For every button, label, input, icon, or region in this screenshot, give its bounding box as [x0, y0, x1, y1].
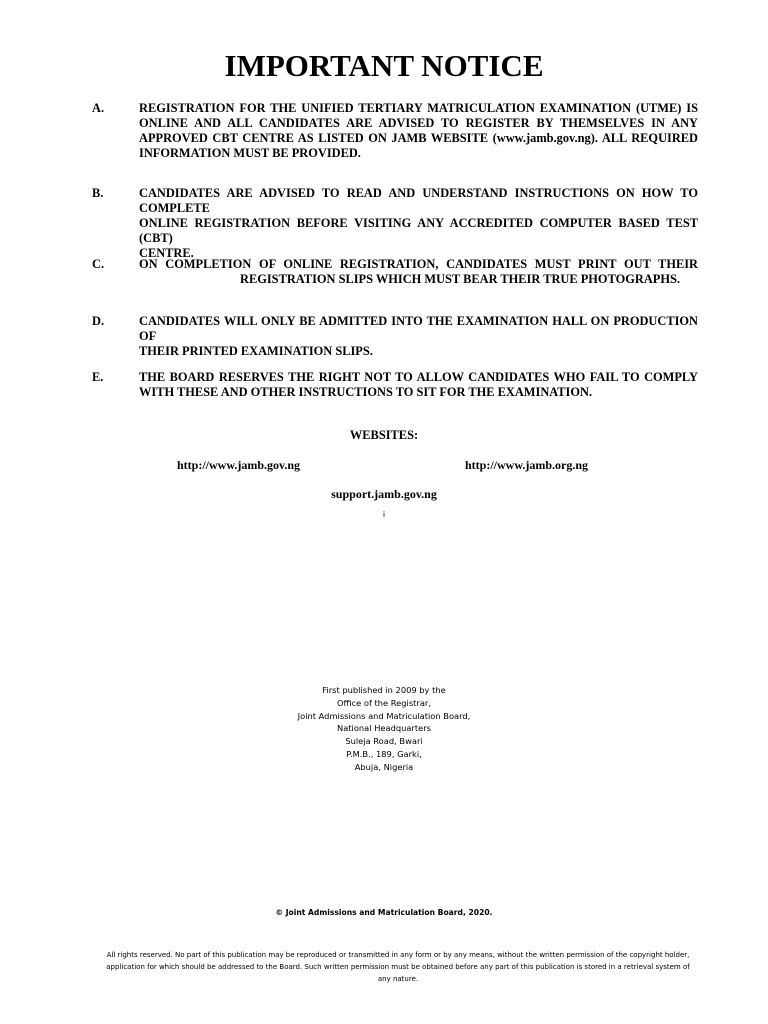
publication-info: [0, 684, 768, 774]
page-number: i: [382, 510, 386, 519]
notice-line: THE BOARD RESERVES THE RIGHT NOT TO ALLOW CANDIDATES WHO FAIL TO COMPLY: [139, 370, 698, 384]
notice-body: [139, 370, 698, 400]
notice-letter: A.: [92, 101, 105, 115]
notice-line: ON COMPLETION OF ONLINE REGISTRATION, CANDIDATES MUST PRINT OUT THEIR: [139, 257, 698, 271]
publication-line: P.M.B., 189, Garki,: [346, 748, 422, 759]
website-link-jamb-gov: http://www.jamb.gov.ng: [177, 458, 301, 472]
notice-line: REGISTRATION SLIPS WHICH MUST BEAR THEIR TRUE PHOTOGRAPHS.: [240, 272, 680, 286]
website-link-support: support.jamb.gov.ng: [331, 487, 437, 501]
publication-line: Office of the Registrar,: [337, 697, 431, 708]
notice-line: REGISTRATION FOR THE UNIFIED TERTIARY MATRICULATION EXAMINATION (UTME) IS: [139, 101, 698, 115]
notice-letter: E.: [92, 370, 104, 384]
notice-line: CANDIDATES ARE ADVISED TO READ AND UNDERSTAND INSTRUCTIONS ON HOW TO COMPLETE: [139, 186, 698, 215]
publication-line: First published in 2009 by the: [322, 685, 446, 695]
notice-body: [139, 101, 698, 161]
notice-body: [139, 186, 698, 261]
websites-heading: WEBSITES:: [349, 428, 419, 442]
notice-line: ONLINE AND ALL CANDIDATES ARE ADVISED TO REGISTER BY THEMSELVES IN ANY: [139, 116, 698, 130]
notice-line: APPROVED CBT CENTRE AS LISTED ON JAMB WEBSITE (www.jamb.gov.ng). ALL REQUIRED: [139, 131, 698, 145]
website-link-jamb-org: http://www.jamb.org.ng: [465, 458, 589, 472]
notice-line: ONLINE REGISTRATION BEFORE VISITING ANY ACCREDITED COMPUTER BASED TEST (CBT): [139, 216, 698, 245]
notice-line: INFORMATION MUST BE PROVIDED.: [139, 146, 361, 160]
notice-line: THEIR PRINTED EXAMINATION SLIPS.: [139, 344, 373, 358]
rights-statement: All rights reserved. No part of this publication may be reproduced or transmitted in any form or by any means, without the written permission of the copyright holder, application for which should be addressed to the Board. Such written permission must be obtained before any part of this publication is stored in a retrieval system of any nature.: [106, 951, 690, 983]
publication-line: National Headquarters: [336, 723, 432, 734]
copyright-notice: © Joint Admissions and Matriculation Board, 2020.: [275, 908, 493, 917]
publication-line: Joint Admissions and Matriculation Board,: [297, 710, 471, 721]
publication-line: Abuja, Nigeria: [354, 761, 414, 772]
notice-letter: C.: [92, 257, 105, 271]
notice-line: WITH THESE AND OTHER INSTRUCTIONS TO SIT FOR THE EXAMINATION.: [139, 385, 593, 399]
notice-line: CANDIDATES WILL ONLY BE ADMITTED INTO THE EXAMINATION HALL ON PRODUCTION OF: [139, 314, 698, 343]
notice-letter: D.: [92, 314, 105, 328]
notice-line: CENTRE.: [139, 246, 194, 260]
page-title: IMPORTANT NOTICE: [224, 48, 544, 83]
publication-line: Suleja Road, Bwari: [345, 736, 423, 747]
notice-body: [139, 314, 698, 359]
notice-letter: B.: [92, 186, 104, 200]
notice-body: [139, 257, 698, 287]
